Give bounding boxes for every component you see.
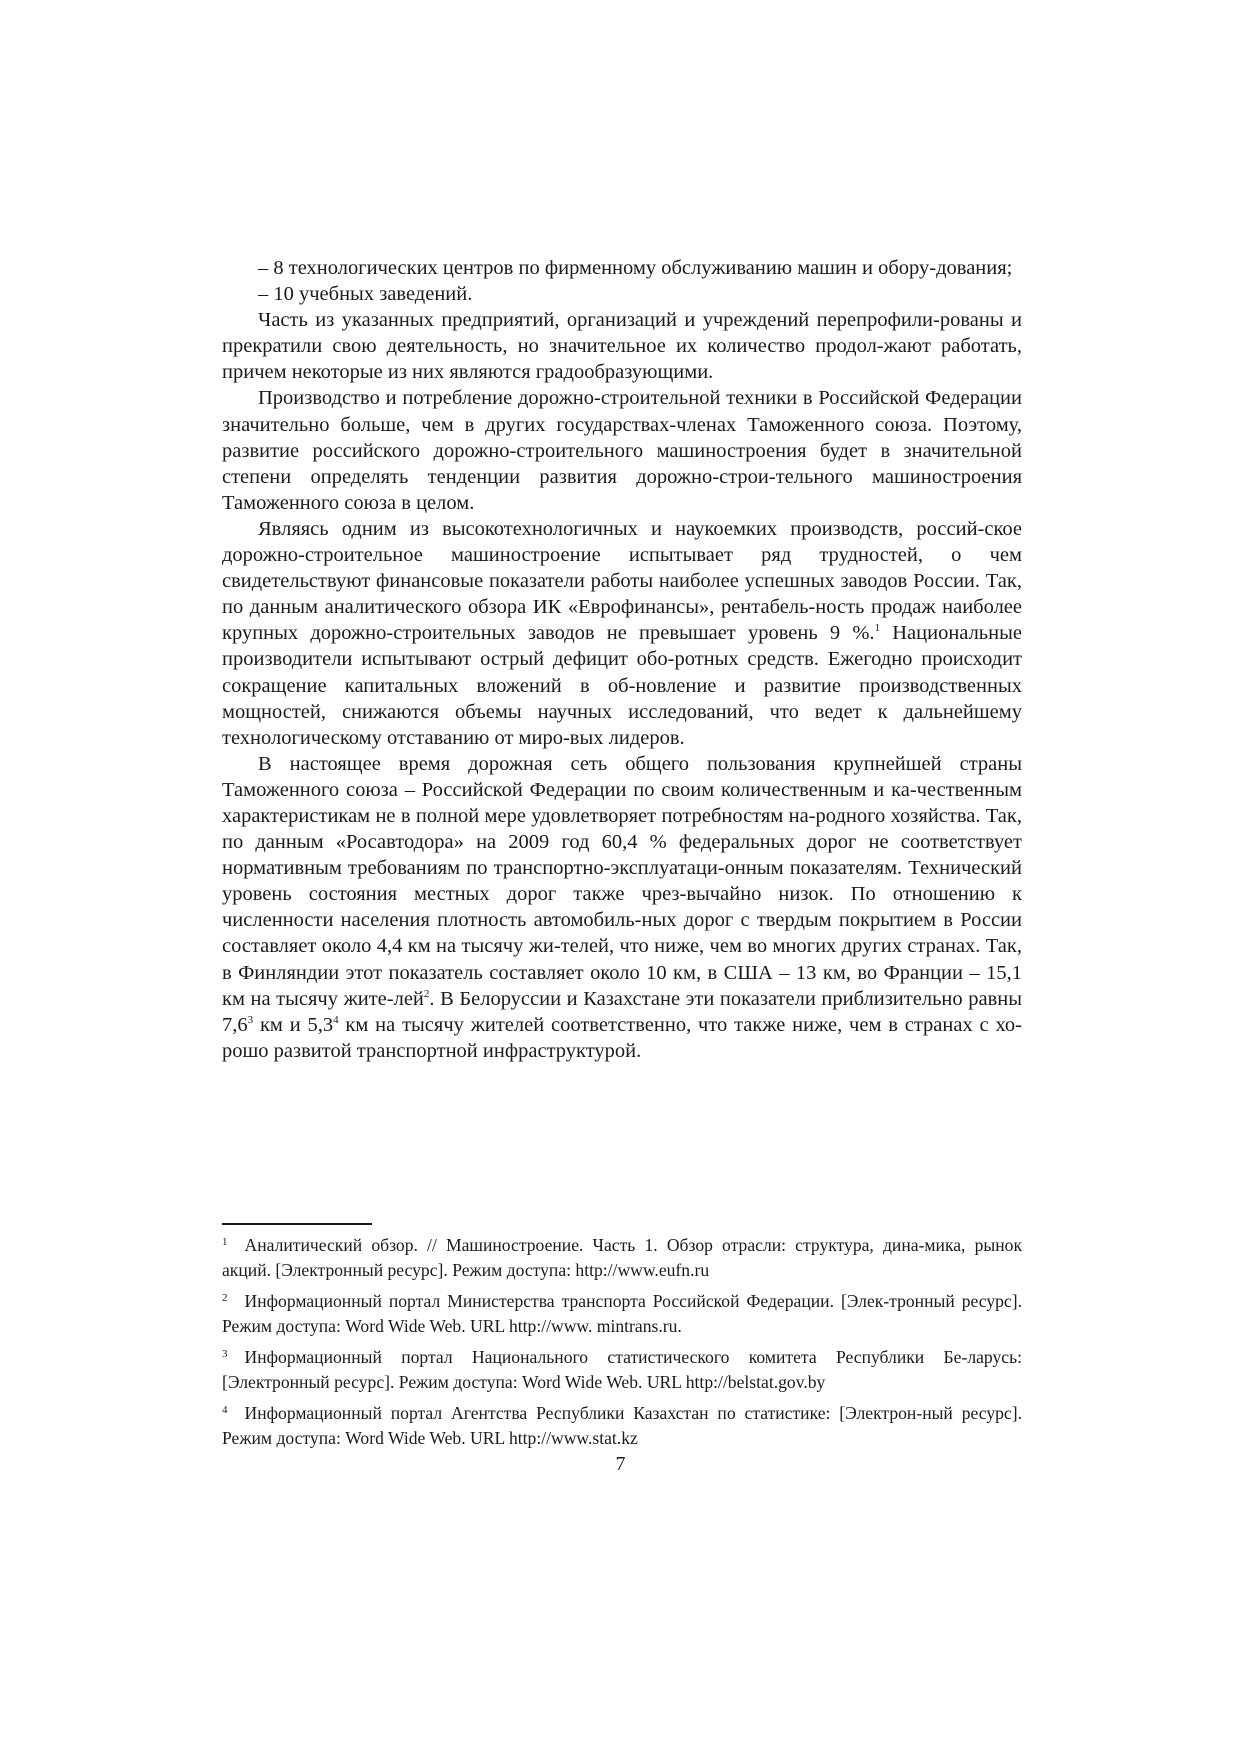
list-item-schools: – 10 учебных заведений.: [258, 283, 473, 306]
page-number: 7: [615, 1453, 626, 1475]
footnote-text: Информационный портал Министерства транспорта Российской Федерации. [Элек-тронный ресурс]. Режим доступа: Word Wide Web. URL http://www. mintrans.ru.: [222, 1291, 1022, 1336]
paragraph-text: Являясь одним из высокотехнологичных и наукоемких производств, россий-ское дорожно-строительное машиностроение испытывает ряд трудностей, о чем свидетельствуют финансовые показатели работы наиболее успешных заводов России. Так, по данным аналитического обзора ИК «Еврофинансы», рентабель-ность продаж наиболее крупных дорожно-строительных заводов не превышает уровень 9 %.: [222, 517, 1022, 645]
footnote-mark: 1: [222, 1236, 228, 1248]
footnote-3: [222, 1345, 1022, 1395]
footnote-ref-4[interactable]: 4: [333, 1013, 339, 1026]
footnote-1: [222, 1233, 1022, 1283]
body-text: [222, 255, 1022, 1064]
footnotes: [222, 1233, 1022, 1457]
footnote-mark: 2: [222, 1292, 228, 1304]
footnote-ref-2[interactable]: 2: [423, 987, 430, 1000]
footnote-divider: [222, 1223, 372, 1225]
paragraph-road-network: [222, 751, 1022, 1064]
footnote-text: Аналитический обзор. // Машиностроение. Часть 1. Обзор отрасли: структура, дина-мика, рынок акций. [Электронный ресурс]. Режим доступа: http://www.eufn.ru: [222, 1235, 1022, 1280]
footnote-ref-3[interactable]: 3: [247, 1013, 254, 1026]
footnote-mark: 4: [222, 1404, 228, 1416]
footnote-text: Информационный портал Национального статистического комитета Республики Бе-ларусь: [Электронный ресурс]. Режим доступа: Word Wide Web. URL http://belstat.gov.by: [222, 1347, 1022, 1392]
paragraph-text: км и 5,3: [253, 1013, 334, 1036]
paragraph-text: Национальные производители испытывают острый дефицит обо-ротных средств. Ежегодно происходит сокращение капитальных вложений в об-новление и развитие производственных мощностей, снижаются объемы научных исследований, что ведет к дальнейшему технологическому отставанию от миро-вых лидеров.: [222, 622, 1022, 749]
paragraph-production: Производство и потребление дорожно-строительной техники в Российской Федерации значительно больше, чем в других государствах-членах Таможенного союза. Поэтому, развитие российского дорожно-строительного машиностроения будет в значительной степени определять тенденции развития дорожно-строи-тельного машиностроения Таможенного союза в целом.: [222, 387, 1022, 514]
footnote-text: Информационный портал Агентства Республики Казахстан по статистике: [Электрон-ный ресурс]. Режим доступа: Word Wide Web. URL http://www.stat.kz: [222, 1403, 1022, 1448]
paragraph-difficulties: [222, 516, 1022, 751]
paragraph-text: . В Белоруссии и Казахстане эти показатели приблизительно равны 7,6: [222, 987, 1022, 1036]
list-item-tech-centers: – 8 технологических центров по фирменному обслуживанию машин и обору-дования;: [258, 257, 1013, 279]
paragraph-text: км на тысячу жителей соответственно, что также ниже, чем в странах с хо-рошо развитой транспортной инфраструктурой.: [222, 1013, 1022, 1062]
paragraph-text: В настоящее время дорожная сеть общего пользования крупнейшей страны Таможенного союза – Российской Федерации по своим количественным и ка-чественным характеристикам не в полной мере удовлетворяет потребностям на-родного хозяйства. Так, по данным «Росавтодора» на 2009 год 60,4 % федеральных дорог не соответствует нормативным требованиям по транспортно-эксплуатаци-онным показателям. Технический уровень состояния местных дорог также чрез-вычайно низок. По отношению к численности населения плотность автомобиль-ных дорог с твердым покрытием в России составляет около 4,4 км на тысячу жи-телей, что ниже, чем во многих других странах. Так, в Финляндии этот показатель составляет около 10 км, в США – 13 км, во Франции – 15,1 км на тысячу жите-лей: [222, 752, 1022, 1010]
footnote-mark: 3: [222, 1348, 228, 1360]
footnote-4: [222, 1401, 1022, 1451]
paragraph-enterprises: Часть из указанных предприятий, организаций и учреждений перепрофили-рованы и прекратили свою деятельность, но значительное их количество продол-жают работать, причем некоторые из них являются градообразующими.: [222, 309, 1022, 384]
footnote-ref-1[interactable]: 1: [874, 622, 881, 635]
footnote-2: [222, 1289, 1022, 1339]
